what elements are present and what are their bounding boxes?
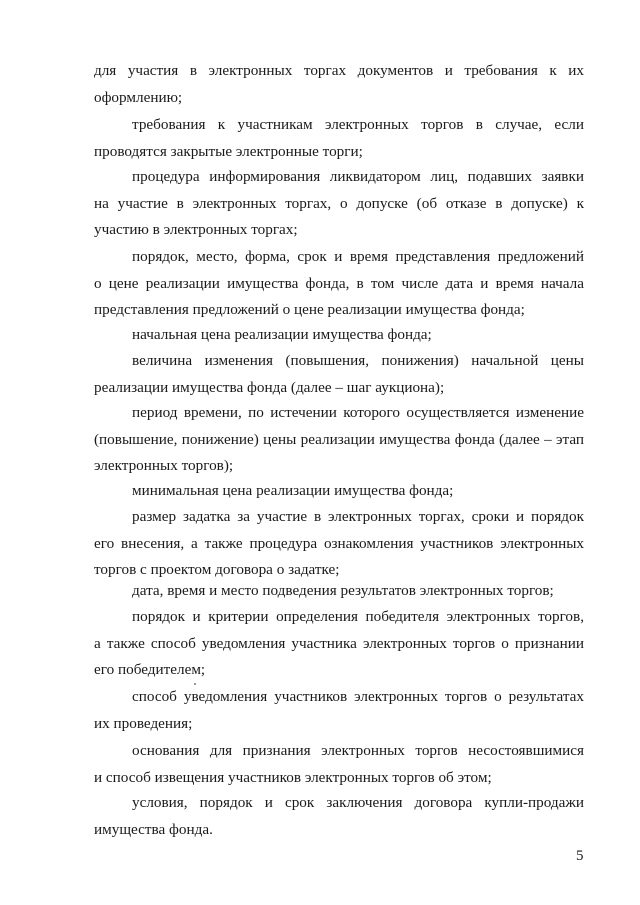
paragraph-offer-procedure [94, 244, 584, 324]
page-number: 5 [576, 848, 584, 864]
paragraph-results-date [94, 578, 584, 605]
text-line: для участия в электронных торгах документов и требования к их [94, 62, 584, 79]
text-line: период времени, по истечении которого осуществляется изменение [132, 404, 584, 421]
paragraph-document-requirements [94, 58, 584, 111]
paragraph-contract-terms [94, 790, 584, 843]
text-line: торгов с проектом договора о задатке; [94, 561, 340, 578]
text-line: процедура информирования ликвидатором лиц, подавших заявки [132, 168, 584, 185]
text-line: величина изменения (повышения, понижения) начальной цены [132, 352, 584, 369]
text-line: размер задатка за участие в электронных торгах, сроки и порядок [132, 508, 584, 525]
text-line: их проведения; [94, 714, 193, 732]
text-line: о цене реализации имущества фонда, в том числе дата и время начала [94, 274, 584, 292]
paragraph-participant-requirements [94, 112, 584, 165]
text-line: его внесения, а также процедура ознакомления участников электронных [94, 534, 584, 552]
text-line: представления предложений о цене реализации имущества фонда; [94, 301, 525, 318]
text-line: участию в электронных торгах; [94, 221, 298, 238]
paragraph-failure-grounds [94, 738, 584, 791]
text-line: способ уведомления участников электронных торгов о результатах [132, 688, 584, 705]
text-line: и способ извещения участников электронных торгов об этом; [94, 768, 492, 786]
text-line: требования к участникам электронных торгов в случае, если [132, 116, 584, 133]
paragraph-minimum-price [94, 478, 584, 505]
text-line: порядок, место, форма, срок и время представления предложений [132, 248, 584, 265]
paragraph-time-period [94, 400, 584, 480]
paragraph-admission-procedure [94, 164, 584, 244]
text-line: (повышение, понижение) цены реализации имущества фонда (далее – этап [94, 430, 584, 448]
text-line: условия, порядок и срок заключения договора купли-продажи [132, 794, 584, 811]
text-line: проводятся закрытые электронные торги; [94, 142, 363, 160]
text-line: а также способ уведомления участника электронных торгов о признании [94, 634, 584, 652]
scan-speck [194, 683, 196, 685]
text-line: электронных торгов); [94, 457, 234, 474]
text-line: основания для признания электронных торгов несостоявшимися [132, 742, 584, 759]
text-line: начальная цена реализации имущества фонда; [132, 326, 432, 343]
text-line: минимальная цена реализации имущества фонда; [132, 482, 454, 499]
paragraph-winner-criteria [94, 604, 584, 684]
text-line: реализации имущества фонда (далее – шаг аукциона); [94, 378, 445, 396]
paragraph-deposit [94, 504, 584, 584]
text-line: его победителем; [94, 661, 206, 678]
text-line: имущества фонда. [94, 820, 213, 838]
paragraph-starting-price [94, 322, 584, 349]
paragraph-notification-method [94, 684, 584, 737]
text-line: оформлению; [94, 88, 183, 106]
paragraph-auction-step [94, 348, 584, 401]
text-line: на участие в электронных торгах, о допуске (об отказе в допуске) к [94, 194, 584, 212]
text-line: дата, время и место подведения результатов электронных торгов; [132, 582, 554, 599]
text-line: порядок и критерии определения победителя электронных торгов, [132, 608, 584, 625]
